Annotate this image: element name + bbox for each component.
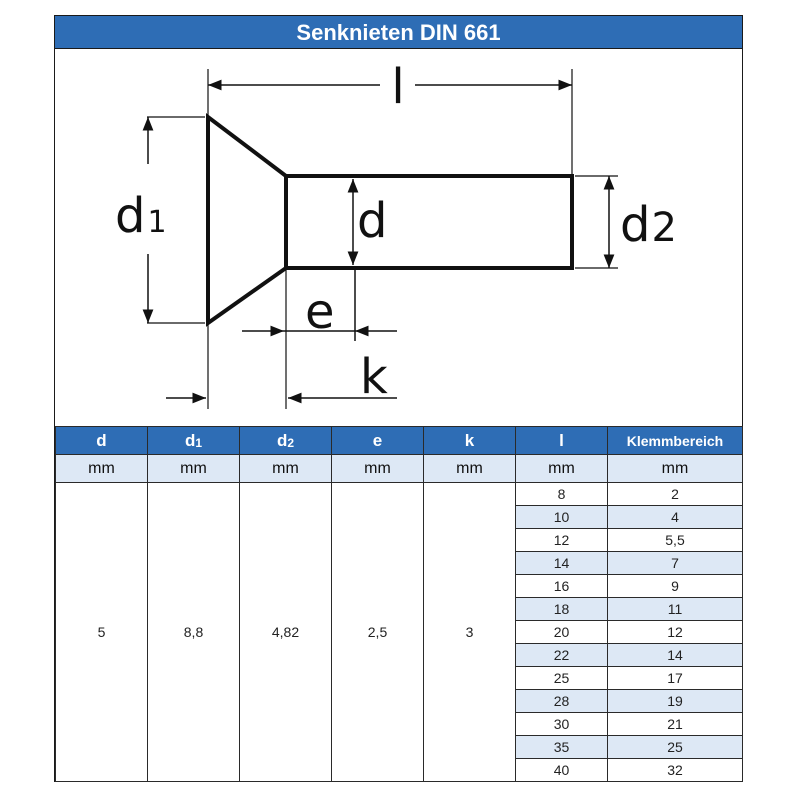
col-header-d: d xyxy=(56,427,148,455)
value-l: 35 xyxy=(516,736,608,759)
value-klemmbereich: 5,5 xyxy=(608,529,743,552)
value-l: 40 xyxy=(516,759,608,782)
spec-body xyxy=(56,483,743,782)
rivet-head-shape xyxy=(208,117,286,323)
value-klemmbereich: 7 xyxy=(608,552,743,575)
value-d1: 8,8 xyxy=(148,483,240,782)
value-k: 3 xyxy=(424,483,516,782)
rivet-shank-shape xyxy=(286,176,572,268)
value-l: 8 xyxy=(516,483,608,506)
col-header-d2: $d_2$ xyxy=(240,427,332,455)
dim-d1-label: d1 xyxy=(115,188,167,244)
unit-e: mm xyxy=(332,455,424,483)
value-klemmbereich: 9 xyxy=(608,575,743,598)
unit-d2: mm xyxy=(240,455,332,483)
value-d: 5 xyxy=(56,483,148,782)
dim-l-label: l xyxy=(391,59,405,115)
table-row xyxy=(56,483,743,506)
value-klemmbereich: 32 xyxy=(608,759,743,782)
dim-k-label: k xyxy=(360,349,388,405)
dim-e-label: e xyxy=(305,284,335,340)
rivet-outline xyxy=(208,117,572,323)
value-l: 28 xyxy=(516,690,608,713)
col-header-k: k xyxy=(424,427,516,455)
unit-l: mm xyxy=(516,455,608,483)
value-l: 16 xyxy=(516,575,608,598)
value-d2: 4,82 xyxy=(240,483,332,782)
value-klemmbereich: 14 xyxy=(608,644,743,667)
value-klemmbereich: 4 xyxy=(608,506,743,529)
unit-row xyxy=(56,455,743,483)
value-l: 18 xyxy=(516,598,608,621)
header-row xyxy=(56,427,743,455)
unit-klemmbereich: mm xyxy=(608,455,743,483)
value-l: 12 xyxy=(516,529,608,552)
value-l: 30 xyxy=(516,713,608,736)
value-klemmbereich: 2 xyxy=(608,483,743,506)
spec-table xyxy=(55,426,743,782)
value-klemmbereich: 12 xyxy=(608,621,743,644)
unit-d: mm xyxy=(56,455,148,483)
value-klemmbereich: 17 xyxy=(608,667,743,690)
value-l: 14 xyxy=(516,552,608,575)
value-klemmbereich: 11 xyxy=(608,598,743,621)
value-klemmbereich: 19 xyxy=(608,690,743,713)
value-e: 2,5 xyxy=(332,483,424,782)
value-l: 20 xyxy=(516,621,608,644)
unit-k: mm xyxy=(424,455,516,483)
value-l: 10 xyxy=(516,506,608,529)
page-title: Senknieten DIN 661 xyxy=(55,16,742,49)
dim-d2-label: d2 xyxy=(620,197,677,253)
col-header-e: e xyxy=(332,427,424,455)
value-l: 25 xyxy=(516,667,608,690)
value-klemmbereich: 25 xyxy=(608,736,743,759)
unit-d1: mm xyxy=(148,455,240,483)
spec-sheet xyxy=(54,15,743,782)
col-header-klemmbereich: Klemmbereich xyxy=(608,427,743,455)
rivet-drawing-svg xyxy=(55,49,742,426)
value-l: 22 xyxy=(516,644,608,667)
rivet-drawing xyxy=(55,49,742,426)
value-klemmbereich: 21 xyxy=(608,713,743,736)
dim-d-label: d xyxy=(357,193,388,249)
col-header-l: l xyxy=(516,427,608,455)
col-header-d1: $d_1$ xyxy=(148,427,240,455)
